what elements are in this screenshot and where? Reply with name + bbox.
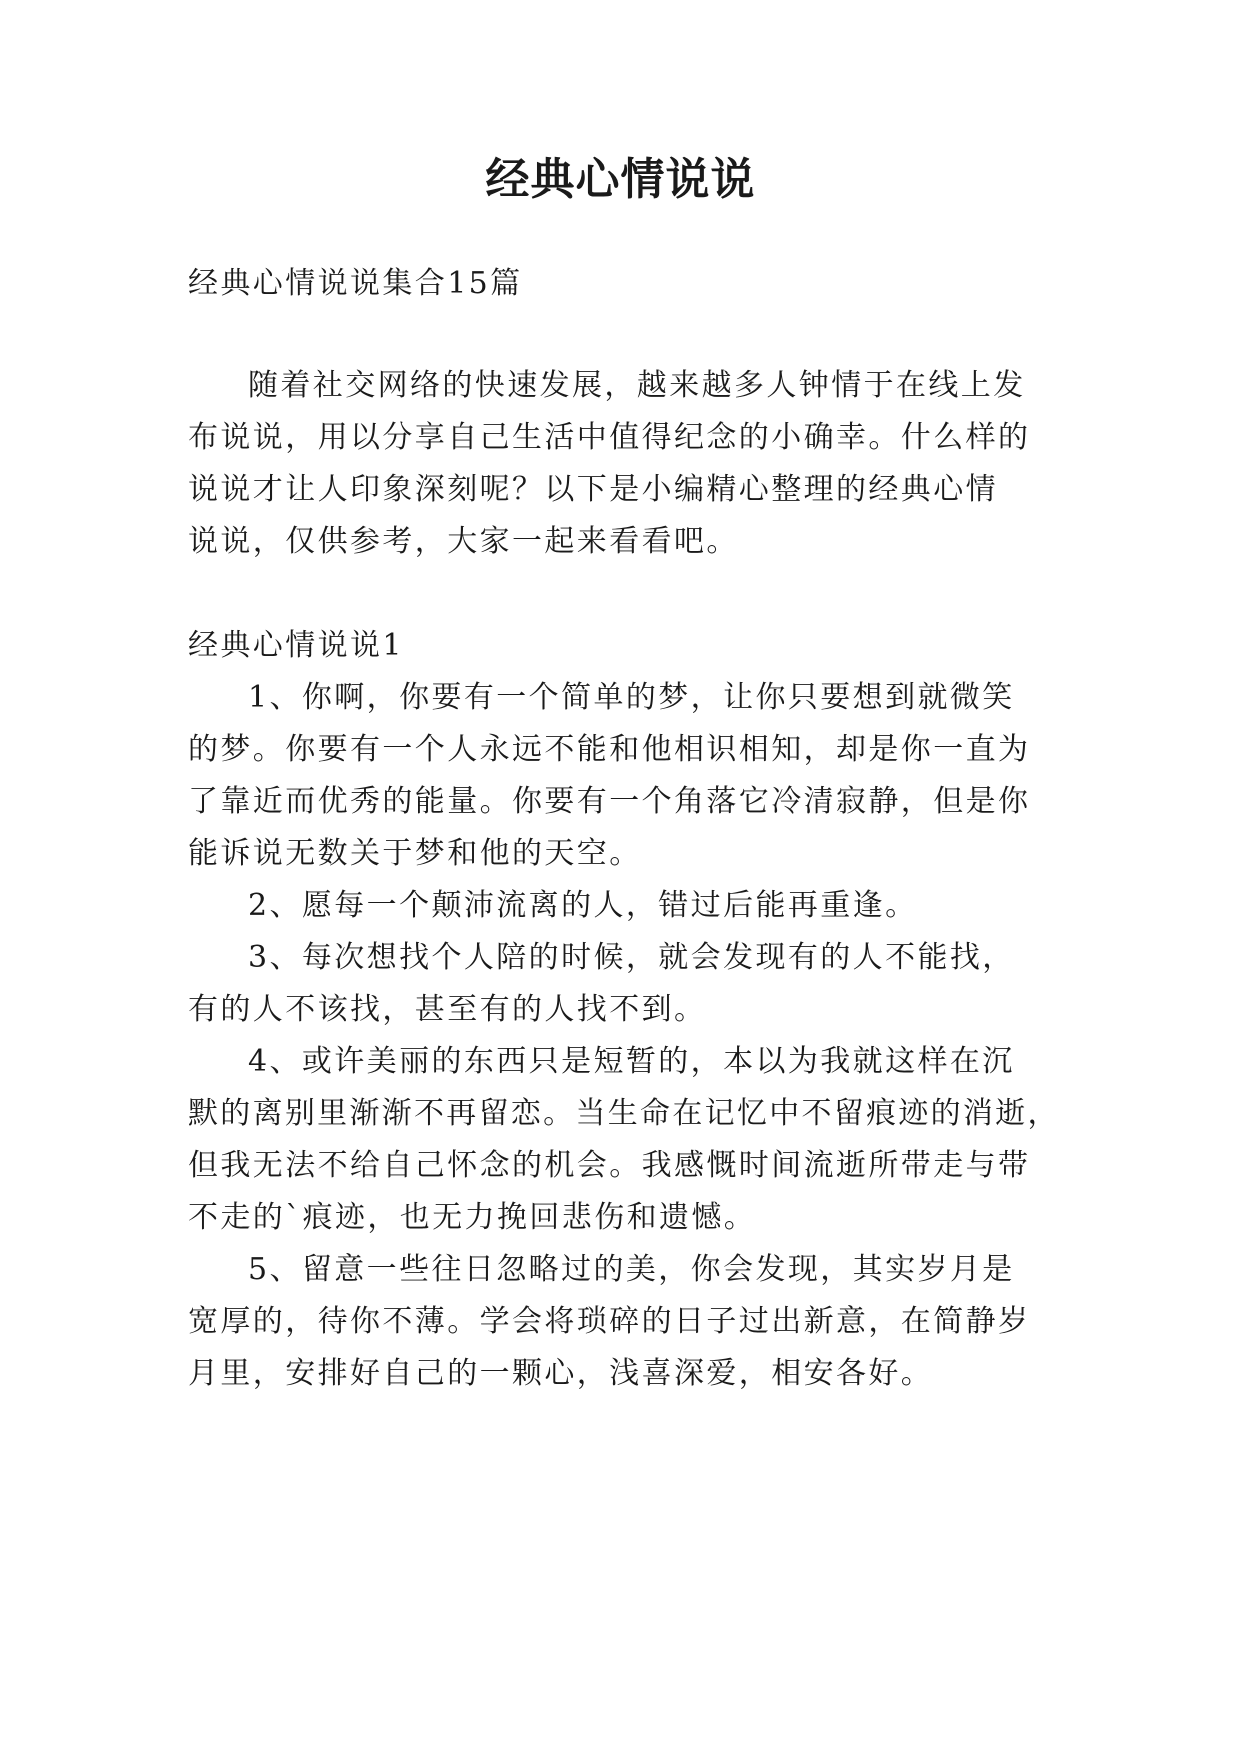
item-3-line-2: 有的人不该找，甚至有的人找不到。 [188, 992, 707, 1027]
item-4-line-2: 默的离别里渐渐不再留恋。当生命在记忆中不留痕迹的消逝， [188, 1096, 1060, 1131]
item-4-line-3: 但我无法不给自己怀念的机会。我感慨时间流逝所带走与带 [188, 1148, 1031, 1183]
item-5-line-2: 宽厚的，待你不薄。学会将琐碎的日子过出新意，在简静岁 [188, 1304, 1031, 1339]
document-title: 经典心情说说 [485, 154, 756, 205]
item-4-line-4: 不走的`痕迹，也无力挽回悲伤和遗憾。 [188, 1200, 757, 1235]
section-heading: 经典心情说说1 [188, 628, 404, 663]
document-subtitle: 经典心情说说集合15篇 [188, 266, 523, 301]
item-1-line-1: 1、你啊，你要有一个简单的梦，让你只要想到就微笑 [248, 680, 1015, 715]
intro-line-2: 布说说，用以分享自己生活中值得纪念的小确幸。什么样的 [188, 420, 1031, 455]
item-5-line-1: 5、留意一些往日忽略过的美，你会发现，其实岁月是 [248, 1252, 1015, 1287]
item-1-line-2: 的梦。你要有一个人永远不能和他相识相知，却是你一直为 [188, 732, 1031, 767]
intro-line-1: 随着社交网络的快速发展，越来越多人钟情于在线上发 [248, 368, 1026, 403]
item-5-line-3: 月里，安排好自己的一颗心，浅喜深爱，相安各好。 [188, 1356, 934, 1391]
item-1-line-3: 了靠近而优秀的能量。你要有一个角落它冷清寂静，但是你 [188, 784, 1031, 819]
item-1-line-4: 能诉说无数关于梦和他的天空。 [188, 836, 642, 871]
intro-line-4: 说说，仅供参考，大家一起来看看吧。 [188, 524, 739, 559]
item-2-line-1: 2、愿每一个颠沛流离的人，错过后能再重逢。 [248, 888, 918, 923]
item-4-line-1: 4、或许美丽的东西只是短暂的，本以为我就这样在沉 [248, 1044, 1015, 1079]
intro-line-3: 说说才让人印象深刻呢？以下是小编精心整理的经典心情 [188, 472, 998, 507]
item-3-line-1: 3、每次想找个人陪的时候，就会发现有的人不能找， [248, 940, 1015, 975]
